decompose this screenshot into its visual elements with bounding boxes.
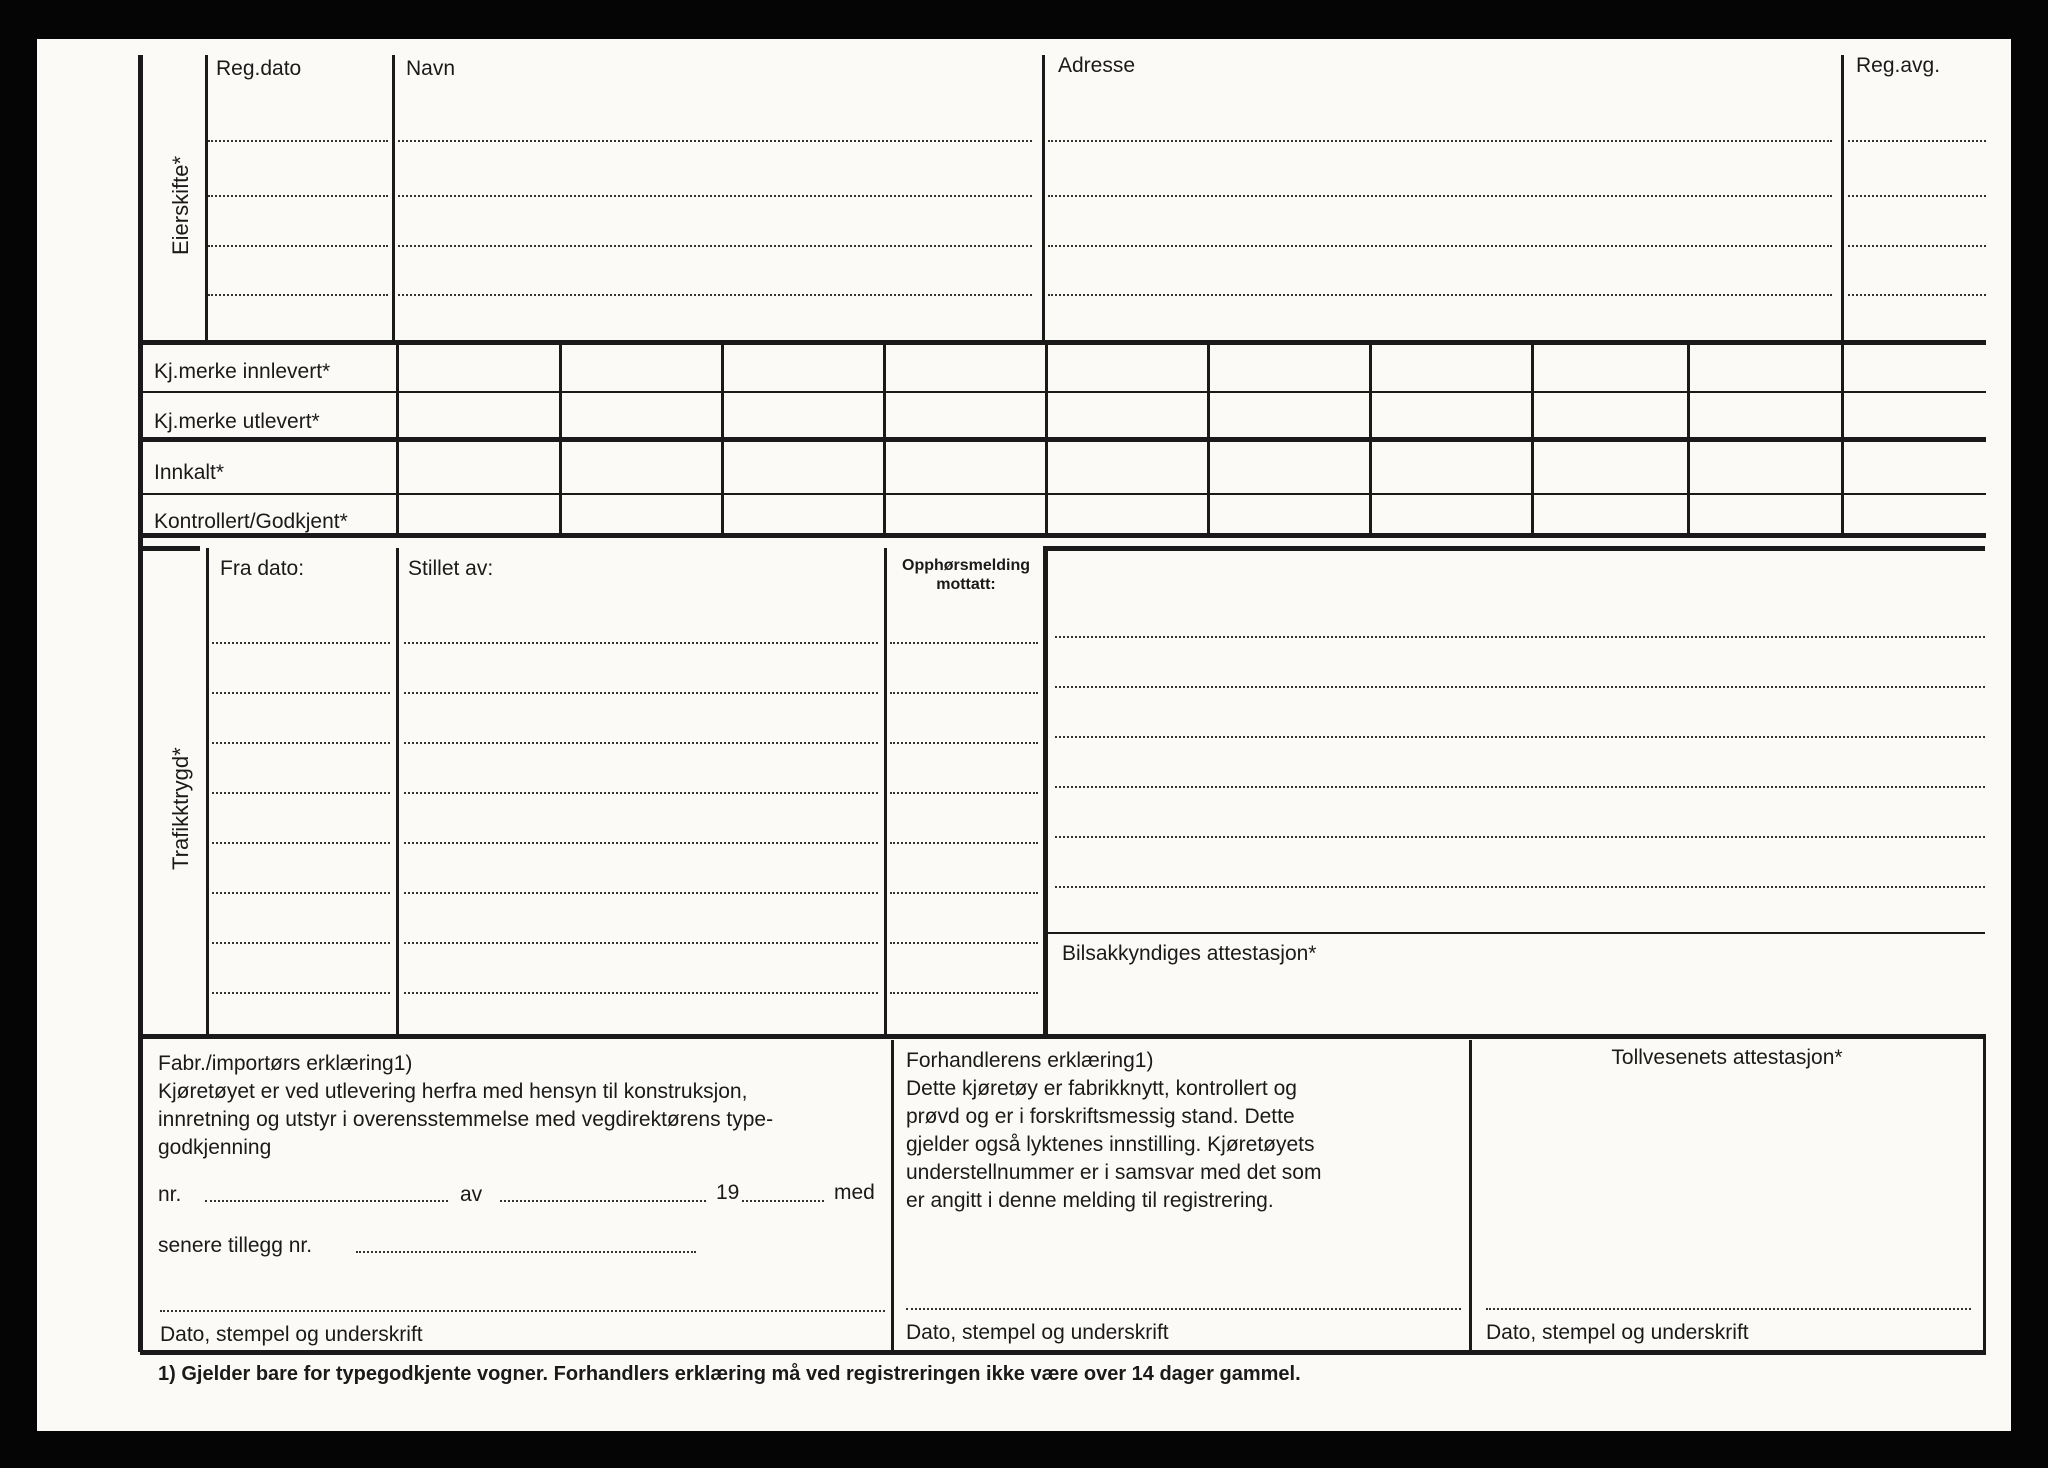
entry-line[interactable] — [1048, 245, 1832, 247]
forhandler-line: prøvd og er i forskriftsmessig stand. Dette — [906, 1105, 1295, 1128]
fabr-av-label: av — [460, 1183, 483, 1206]
column-adresse: Adresse — [1058, 54, 1136, 77]
section-divider — [140, 546, 200, 551]
entry-line[interactable] — [890, 792, 1038, 794]
column-divider — [1042, 55, 1045, 342]
column-divider — [1043, 546, 1048, 1036]
forhandler-line: er angitt i denne melding til registrering. — [906, 1189, 1274, 1212]
entry-line[interactable] — [398, 294, 1032, 296]
fabr-declaration — [158, 1050, 773, 1162]
entry-line[interactable] — [890, 692, 1038, 694]
forhandler-title: Forhandlerens erklæring1) — [906, 1049, 1154, 1072]
entry-line[interactable] — [1848, 140, 1986, 142]
entry-line[interactable] — [404, 842, 878, 844]
entry-line[interactable] — [1055, 636, 1985, 638]
toll-title: Tollvesenets attestasjon* — [1611, 1046, 1843, 1069]
cell-divider — [396, 345, 399, 535]
forhandler-signature-label: Dato, stempel og underskrift — [906, 1321, 1169, 1344]
column-divider — [1841, 55, 1844, 342]
cell-divider — [883, 345, 886, 535]
cell-divider — [1207, 345, 1210, 535]
column-reg-dato: Reg.dato — [216, 57, 302, 80]
cell-divider — [721, 345, 724, 535]
entry-line[interactable] — [404, 792, 878, 794]
forhandler-line: Dette kjøretøy er fabrikknytt, kontrollert og — [906, 1077, 1297, 1100]
row-divider — [140, 391, 1986, 393]
entry-line[interactable] — [212, 792, 390, 794]
section-divider — [1043, 546, 1985, 551]
entry-line[interactable] — [208, 245, 388, 247]
entry-line[interactable] — [890, 892, 1038, 894]
row-divider — [1045, 932, 1985, 934]
entry-line[interactable] — [404, 892, 878, 894]
row-label-innkalt: Innkalt* — [154, 461, 225, 484]
entry-line[interactable] — [212, 892, 390, 894]
entry-line[interactable] — [212, 992, 390, 994]
fabr-signature-line[interactable] — [160, 1310, 885, 1312]
entry-line[interactable] — [890, 992, 1038, 994]
column-divider — [206, 548, 209, 1036]
section-divider — [140, 533, 1986, 538]
column-divider — [205, 55, 208, 342]
entry-line[interactable] — [890, 742, 1038, 744]
entry-line[interactable] — [890, 942, 1038, 944]
fabr-senere-label: senere tillegg nr. — [158, 1234, 313, 1257]
section-divider — [140, 437, 1986, 442]
entry-line[interactable] — [398, 140, 1032, 142]
section-divider — [140, 340, 1986, 345]
fabr-av-field[interactable] — [500, 1200, 706, 1202]
cell-divider — [1369, 345, 1372, 535]
entry-line[interactable] — [212, 692, 390, 694]
entry-line[interactable] — [212, 642, 390, 644]
row-label-kj-merke-utlevert: Kj.merke utlevert* — [154, 410, 320, 433]
forhandler-line: understellnummer er i samsvar med det som — [906, 1161, 1322, 1184]
entry-line[interactable] — [212, 742, 390, 744]
column-divider — [1469, 1040, 1472, 1352]
label-fra-dato: Fra dato: — [220, 557, 305, 580]
entry-line[interactable] — [890, 842, 1038, 844]
entry-line[interactable] — [1848, 294, 1986, 296]
cell-divider — [1687, 345, 1690, 535]
column-navn: Navn — [406, 57, 456, 80]
fabr-year-prefix: 19 — [716, 1181, 740, 1204]
forhandler-signature-line[interactable] — [906, 1308, 1461, 1310]
opphor-line2: mottatt: — [936, 576, 996, 594]
cell-divider — [1531, 345, 1534, 535]
entry-line[interactable] — [1055, 886, 1985, 888]
entry-line[interactable] — [1048, 195, 1832, 197]
registration-form — [37, 39, 2011, 1431]
entry-line[interactable] — [212, 842, 390, 844]
right-border — [1983, 1036, 1986, 1352]
section-label-trafikktrygd: Trafikktrygd* — [168, 747, 193, 870]
entry-line[interactable] — [890, 642, 1038, 644]
entry-line[interactable] — [1055, 736, 1985, 738]
cell-divider — [559, 345, 562, 535]
column-divider — [392, 55, 395, 342]
entry-line[interactable] — [1055, 686, 1985, 688]
fabr-nr-label: nr. — [158, 1183, 182, 1206]
toll-signature-line[interactable] — [1486, 1308, 1971, 1310]
row-label-kj-merke-innlevert: Kj.merke innlevert* — [154, 360, 331, 383]
fabr-med-label: med — [834, 1181, 875, 1204]
column-divider — [884, 548, 887, 1036]
column-divider — [891, 1040, 894, 1352]
entry-line[interactable] — [208, 294, 388, 296]
entry-line[interactable] — [1048, 294, 1832, 296]
cell-divider — [1045, 345, 1048, 535]
forhandler-declaration — [906, 1047, 1321, 1215]
cell-divider — [1841, 345, 1844, 535]
entry-line[interactable] — [404, 742, 878, 744]
entry-line[interactable] — [1055, 836, 1985, 838]
fabr-line: innretning og utstyr i overensstemmelse med vegdirektørens type- — [158, 1108, 774, 1131]
forhandler-line: gjelder også lyktenes innstilling. Kjøretøyets — [906, 1133, 1315, 1156]
entry-line[interactable] — [212, 942, 390, 944]
fabr-year-field[interactable] — [742, 1200, 824, 1202]
entry-line[interactable] — [404, 642, 878, 644]
row-divider — [140, 493, 1986, 495]
toll-signature-label: Dato, stempel og underskrift — [1486, 1321, 1749, 1344]
entry-line[interactable] — [404, 692, 878, 694]
fabr-title: Fabr./importørs erklæring1) — [158, 1052, 413, 1075]
label-bilsakkyndiges-attestasjon: Bilsakkyndiges attestasjon* — [1062, 942, 1317, 965]
left-border — [138, 55, 143, 1352]
label-stillet-av: Stillet av: — [408, 557, 494, 580]
entry-line[interactable] — [1048, 140, 1832, 142]
section-label-eierskifte: Eierskifte* — [168, 155, 193, 255]
fabr-nr-field[interactable] — [205, 1200, 448, 1202]
fabr-line: Kjøretøyet er ved utlevering herfra med hensyn til konstruksjon, — [158, 1080, 748, 1103]
entry-line[interactable] — [1848, 245, 1986, 247]
entry-line[interactable] — [208, 195, 388, 197]
bottom-border — [140, 1350, 1986, 1355]
entry-line[interactable] — [1848, 195, 1986, 197]
column-divider — [396, 548, 399, 1036]
entry-line[interactable] — [208, 140, 388, 142]
entry-line[interactable] — [398, 245, 1032, 247]
entry-line[interactable] — [404, 942, 878, 944]
opphor-line1: Opphørsmelding — [902, 557, 1030, 574]
fabr-signature-label: Dato, stempel og underskrift — [160, 1323, 423, 1346]
fabr-line: godkjenning — [158, 1136, 272, 1159]
column-reg-avg: Reg.avg. — [1856, 54, 1941, 77]
fabr-senere-field[interactable] — [356, 1251, 696, 1253]
entry-line[interactable] — [1055, 786, 1985, 788]
label-opphorsmelding — [888, 556, 1044, 594]
row-label-kontrollert-godkjent: Kontrollert/Godkjent* — [154, 510, 348, 533]
footnote: 1) Gjelder bare for typegodkjente vogner. Forhandlers erklæring må ved registreringen ikke være over 14 dager gammel. — [158, 1363, 1301, 1385]
entry-line[interactable] — [398, 195, 1032, 197]
section-divider — [140, 1034, 1986, 1039]
entry-line[interactable] — [404, 992, 878, 994]
